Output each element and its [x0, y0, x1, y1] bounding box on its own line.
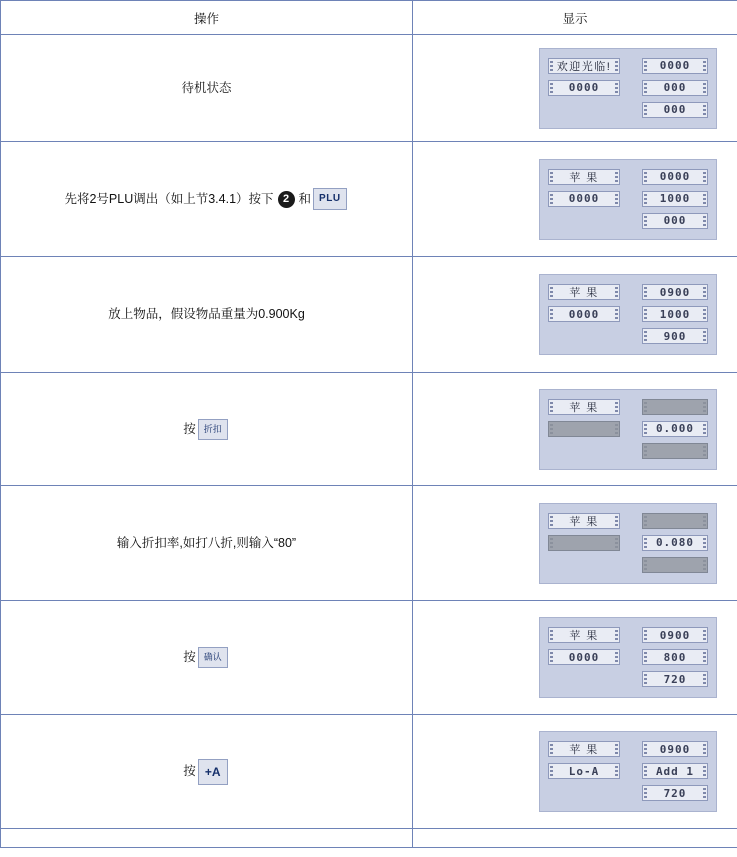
segment-ticks-icon: [550, 83, 553, 93]
lcd-value: 0900: [659, 628, 691, 642]
segment-ticks-icon: [615, 424, 618, 434]
lcd-total-field-blank: [642, 443, 708, 459]
segment-ticks-icon: [644, 446, 647, 456]
table-row: [1, 715, 737, 829]
operation-cell: [1, 486, 413, 601]
segment-ticks-icon: [615, 516, 618, 526]
segment-ticks-icon: [644, 287, 647, 297]
key-plus-a[interactable]: +A: [198, 759, 228, 785]
lcd-name-field: [548, 169, 620, 185]
segment-ticks-icon: [615, 61, 618, 71]
lcd-weight-field-blank: [642, 399, 708, 415]
segment-ticks-icon: [703, 446, 706, 456]
segment-ticks-icon: [550, 630, 553, 640]
display-line-3: [548, 328, 708, 344]
display-cell: [413, 35, 737, 142]
lcd-value: 苹 果: [569, 401, 599, 414]
table-header-row: [1, 1, 737, 35]
lcd-value: 000: [663, 81, 687, 94]
lcd-weight-field: [642, 627, 708, 643]
lcd-weight-field: [642, 169, 708, 185]
display-line-2: [548, 763, 708, 779]
lcd-discount-field: [642, 535, 708, 551]
display-cell: [413, 715, 737, 829]
lcd-price-field: [642, 306, 708, 322]
display-cell: [413, 486, 737, 601]
operation-inline: [183, 759, 230, 785]
segment-ticks-icon: [615, 652, 618, 662]
segment-ticks-icon: [703, 172, 706, 182]
segment-ticks-icon: [644, 331, 647, 341]
segment-ticks-icon: [550, 744, 553, 754]
segment-ticks-icon: [703, 538, 706, 548]
display-line-3: [548, 213, 708, 229]
lcd-name-field: [548, 399, 620, 415]
table-row: [1, 486, 737, 601]
lcd-value: 苹 果: [569, 515, 599, 528]
operation-inline: [64, 188, 348, 211]
segment-ticks-icon: [703, 194, 706, 204]
operation-text: 先将2号PLU调出（如上节3.4.1）按下: [64, 191, 274, 206]
lcd-weight-field: [642, 741, 708, 757]
segment-ticks-icon: [703, 61, 706, 71]
segment-ticks-icon: [550, 766, 553, 776]
table-row: [1, 373, 737, 486]
lcd-value: 720: [663, 672, 687, 686]
display-panel: [539, 389, 717, 470]
lcd-name-field: [548, 627, 620, 643]
display-cell: [413, 142, 737, 257]
operation-inline: [183, 418, 230, 441]
display-line-1: [548, 58, 708, 74]
lcd-value: 720: [663, 786, 687, 800]
segment-ticks-icon: [703, 516, 706, 526]
lcd-value: 800: [663, 650, 687, 664]
segment-ticks-icon: [550, 309, 553, 319]
lcd-value: 苹 果: [569, 630, 599, 642]
lcd-value: 0000: [659, 59, 691, 72]
lcd-unitprice-field: [548, 306, 620, 322]
lcd-unitprice-field-blank: [548, 421, 620, 437]
display-line-2: [548, 535, 708, 551]
segment-ticks-icon: [550, 402, 553, 412]
lcd-value: 0900: [659, 742, 691, 756]
lcd-status-field: [548, 763, 620, 779]
segment-ticks-icon: [644, 516, 647, 526]
segment-ticks-icon: [550, 516, 553, 526]
operation-text: 放上物品，假设物品重量为0.900Kg: [108, 307, 305, 322]
display-line-1: [548, 741, 708, 757]
segment-ticks-icon: [550, 652, 553, 662]
segment-ticks-icon: [644, 105, 647, 115]
display-line-1: [548, 627, 708, 643]
segment-ticks-icon: [703, 630, 706, 640]
segment-ticks-icon: [550, 538, 553, 548]
display-line-1: [548, 169, 708, 185]
lcd-value: 900: [663, 329, 687, 343]
operation-cell-empty: [1, 829, 413, 848]
table-row: [1, 142, 737, 257]
display-line-3: [548, 671, 708, 687]
segment-ticks-icon: [703, 424, 706, 434]
segment-ticks-icon: [644, 309, 647, 319]
key-plu[interactable]: PLU: [313, 188, 347, 210]
lcd-value: 0000: [568, 307, 600, 321]
lcd-value: 000: [663, 214, 687, 227]
segment-ticks-icon: [615, 194, 618, 204]
segment-ticks-icon: [550, 61, 553, 71]
segment-ticks-icon: [644, 424, 647, 434]
display-line-1: [548, 284, 708, 300]
segment-ticks-icon: [615, 402, 618, 412]
segment-ticks-icon: [550, 424, 553, 434]
segment-ticks-icon: [615, 630, 618, 640]
lcd-total-field: [642, 671, 708, 687]
operation-inline: [183, 646, 230, 669]
segment-ticks-icon: [550, 287, 553, 297]
segment-ticks-icon: [644, 216, 647, 226]
segment-ticks-icon: [644, 652, 647, 662]
key-confirm[interactable]: 确认: [198, 647, 228, 668]
segment-ticks-icon: [703, 674, 706, 684]
segment-ticks-icon: [615, 766, 618, 776]
lcd-value: 苹 果: [569, 744, 599, 756]
segment-ticks-icon: [550, 172, 553, 182]
lcd-value: 0.000: [655, 422, 695, 435]
table-row: [1, 601, 737, 715]
operation-text: 按: [183, 650, 196, 665]
lcd-price-field: [642, 191, 708, 207]
display-panel: [539, 159, 717, 240]
lcd-discount-field: [642, 421, 708, 437]
lcd-weight-field-blank: [642, 513, 708, 529]
segment-ticks-icon: [615, 744, 618, 754]
operation-text: 待机状态: [181, 80, 232, 95]
segment-ticks-icon: [703, 287, 706, 297]
lcd-unitprice-field: [548, 649, 620, 665]
display-line-2: [548, 421, 708, 437]
lcd-unitprice-field-blank: [548, 535, 620, 551]
lcd-value: 苹 果: [569, 287, 599, 299]
column-header-operation: 操作: [1, 1, 413, 35]
segment-ticks-icon: [703, 105, 706, 115]
lcd-weight-field: [642, 284, 708, 300]
lcd-value: 0900: [659, 285, 691, 299]
lcd-name-field: [548, 513, 620, 529]
lcd-value: 0000: [568, 192, 600, 205]
display-cell: [413, 601, 737, 715]
segment-ticks-icon: [703, 560, 706, 570]
lcd-value: 0.080: [655, 536, 695, 549]
segment-ticks-icon: [703, 83, 706, 93]
display-line-2: [548, 649, 708, 665]
segment-ticks-icon: [703, 309, 706, 319]
segment-ticks-icon: [615, 172, 618, 182]
display-panel: [539, 48, 717, 129]
display-line-3: [548, 557, 708, 573]
operation-cell: [1, 601, 413, 715]
segment-ticks-icon: [644, 83, 647, 93]
display-line-3: [548, 785, 708, 801]
operation-text: 按: [183, 764, 196, 779]
lcd-weight-field: [642, 58, 708, 74]
operation-cell: [1, 715, 413, 829]
segment-ticks-icon: [615, 309, 618, 319]
lcd-total-field: [642, 328, 708, 344]
lcd-value: 1000: [659, 192, 691, 205]
lcd-total-field-blank: [642, 557, 708, 573]
lcd-price-field: [642, 80, 708, 96]
key-discount[interactable]: 折扣: [198, 419, 228, 440]
segment-ticks-icon: [703, 652, 706, 662]
operation-cell: [1, 257, 413, 373]
lcd-unitprice-field: [548, 191, 620, 207]
segment-ticks-icon: [703, 766, 706, 776]
segment-ticks-icon: [644, 61, 647, 71]
segment-ticks-icon: [644, 788, 647, 798]
lcd-value: 0000: [659, 170, 691, 183]
display-cell-empty: [413, 829, 737, 848]
display-line-2: [548, 191, 708, 207]
segment-ticks-icon: [644, 538, 647, 548]
segment-ticks-icon: [644, 744, 647, 754]
column-header-display: 显示: [413, 1, 737, 35]
segment-ticks-icon: [644, 766, 647, 776]
display-line-1: [548, 399, 708, 415]
table-row: [1, 35, 737, 142]
key-2[interactable]: 2: [278, 191, 295, 208]
lcd-value: 000: [663, 103, 687, 116]
display-line-3: [548, 443, 708, 459]
segment-ticks-icon: [644, 194, 647, 204]
lcd-name-field: [548, 741, 620, 757]
display-panel: [539, 274, 717, 355]
segment-ticks-icon: [703, 744, 706, 754]
display-line-2: [548, 80, 708, 96]
lcd-total-field: [642, 785, 708, 801]
segment-ticks-icon: [615, 83, 618, 93]
display-cell: [413, 257, 737, 373]
table-row: [1, 257, 737, 373]
segment-ticks-icon: [644, 674, 647, 684]
operation-text-after: 和: [298, 191, 312, 206]
lcd-value: 欢迎光临!: [556, 60, 612, 73]
display-cell: [413, 373, 737, 486]
segment-ticks-icon: [644, 630, 647, 640]
segment-ticks-icon: [703, 788, 706, 798]
lcd-total-field: [642, 102, 708, 118]
lcd-value: 苹 果: [569, 171, 599, 184]
display-line-3: [548, 102, 708, 118]
display-panel: [539, 731, 717, 812]
table-row-partial: [1, 829, 737, 848]
display-line-2: [548, 306, 708, 322]
operation-text: 按: [183, 421, 196, 436]
lcd-value: 0000: [568, 650, 600, 664]
lcd-unitprice-field: [548, 80, 620, 96]
segment-ticks-icon: [615, 287, 618, 297]
segment-ticks-icon: [550, 194, 553, 204]
segment-ticks-icon: [615, 538, 618, 548]
operation-cell: [1, 35, 413, 142]
operation-text: 输入折扣率,如打八折,则输入“80”: [116, 535, 297, 550]
lcd-price-field: [642, 649, 708, 665]
operation-cell: [1, 142, 413, 257]
lcd-value: Lo-A: [568, 764, 600, 778]
segment-ticks-icon: [703, 331, 706, 341]
display-panel: [539, 617, 717, 698]
lcd-value: 0000: [568, 81, 600, 94]
segment-ticks-icon: [644, 172, 647, 182]
lcd-value: 1000: [659, 307, 691, 321]
display-panel: [539, 503, 717, 584]
operation-cell: [1, 373, 413, 486]
lcd-value: Add 1: [655, 764, 695, 778]
lcd-total-field: [642, 213, 708, 229]
segment-ticks-icon: [703, 216, 706, 226]
segment-ticks-icon: [644, 402, 647, 412]
display-line-1: [548, 513, 708, 529]
segment-ticks-icon: [703, 402, 706, 412]
lcd-name-field: [548, 58, 620, 74]
segment-ticks-icon: [644, 560, 647, 570]
lcd-add-field: [642, 763, 708, 779]
lcd-name-field: [548, 284, 620, 300]
